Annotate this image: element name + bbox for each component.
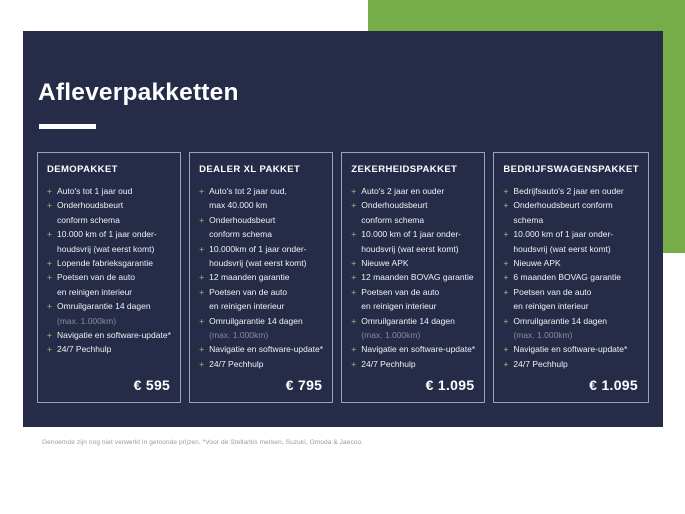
feature-line bbox=[199, 328, 323, 342]
plus-icon: + bbox=[351, 229, 357, 240]
package-features bbox=[47, 184, 171, 357]
feature-text: 12 maanden garantie bbox=[209, 272, 290, 283]
feature-text: conform schema bbox=[57, 214, 120, 225]
feature-line bbox=[503, 285, 639, 299]
plus-icon: + bbox=[503, 286, 509, 297]
feature-line bbox=[199, 299, 323, 313]
plus-icon: + bbox=[351, 315, 357, 326]
package-price: € 1.095 bbox=[425, 377, 475, 393]
feature-line bbox=[351, 328, 475, 342]
feature-text: conform schema bbox=[361, 214, 425, 225]
feature-line bbox=[351, 357, 475, 371]
feature-text: schema bbox=[513, 214, 544, 225]
plus-icon: + bbox=[47, 272, 52, 283]
plus-icon: + bbox=[47, 229, 52, 240]
packages-row bbox=[37, 152, 649, 403]
feature-text: Auto's 2 jaar en ouder bbox=[361, 186, 445, 196]
feature-text: 24/7 Pechhulp bbox=[361, 358, 416, 369]
feature-text: en reinigen interieur bbox=[57, 286, 133, 297]
plus-icon: + bbox=[199, 286, 205, 297]
feature-text: Omruilgarantie 14 dagen bbox=[513, 315, 607, 326]
feature-text: 6 maanden BOVAG garantie bbox=[513, 272, 621, 283]
feature-line bbox=[503, 357, 639, 371]
feature-line bbox=[199, 184, 323, 198]
feature-line bbox=[503, 270, 639, 284]
package-price: € 1.095 bbox=[589, 377, 638, 393]
plus-icon: + bbox=[47, 344, 52, 355]
feature-line bbox=[199, 213, 323, 227]
plus-icon: + bbox=[199, 186, 205, 196]
feature-line bbox=[503, 198, 639, 212]
feature-text: Auto's tot 2 jaar oud, bbox=[209, 186, 287, 196]
package-features bbox=[199, 184, 323, 371]
feature-text: Navigatie en software-update* bbox=[57, 330, 171, 341]
plus-icon: + bbox=[503, 229, 509, 240]
feature-line bbox=[503, 242, 639, 256]
feature-line bbox=[199, 242, 323, 256]
plus-icon: + bbox=[351, 258, 357, 269]
plus-icon: + bbox=[503, 200, 509, 211]
feature-line bbox=[47, 184, 171, 198]
plus-icon: + bbox=[503, 186, 509, 196]
feature-line bbox=[351, 227, 475, 241]
feature-line bbox=[503, 299, 639, 313]
plus-icon: + bbox=[503, 272, 509, 283]
package-name: ZEKERHEIDSPAKKET bbox=[351, 164, 458, 175]
feature-text: Nieuwe APK bbox=[361, 258, 409, 269]
plus-icon: + bbox=[351, 286, 357, 297]
feature-line bbox=[199, 198, 323, 212]
plus-icon: + bbox=[199, 344, 205, 355]
plus-icon: + bbox=[199, 214, 205, 225]
plus-icon: + bbox=[351, 272, 357, 283]
package-card bbox=[37, 152, 181, 403]
plus-icon: + bbox=[503, 315, 509, 326]
plus-icon: + bbox=[351, 200, 357, 211]
feature-text: Onderhoudsbeurt bbox=[361, 200, 428, 211]
feature-text: en reinigen interieur bbox=[361, 301, 437, 312]
feature-line bbox=[47, 256, 171, 270]
plus-icon: + bbox=[199, 358, 205, 369]
feature-text: 10.000 km of 1 jaar onder- bbox=[361, 229, 461, 240]
feature-line bbox=[199, 256, 323, 270]
feature-text: 12 maanden BOVAG garantie bbox=[361, 272, 474, 283]
feature-line bbox=[199, 357, 323, 371]
plus-icon: + bbox=[503, 344, 509, 355]
feature-text: Poetsen van de auto bbox=[361, 286, 440, 297]
feature-text: 24/7 Pechhulp bbox=[513, 358, 568, 369]
feature-line bbox=[351, 242, 475, 256]
feature-text: (max. 1.000km) bbox=[361, 330, 421, 341]
feature-line bbox=[351, 342, 475, 356]
feature-line bbox=[503, 314, 639, 328]
feature-line bbox=[351, 314, 475, 328]
feature-line bbox=[503, 342, 639, 356]
package-price: € 795 bbox=[285, 377, 323, 393]
feature-line bbox=[503, 256, 639, 270]
feature-text: Omruilgarantie 14 dagen bbox=[57, 301, 151, 312]
feature-text: Omruilgarantie 14 dagen bbox=[209, 315, 303, 326]
feature-text: en reinigen interieur bbox=[209, 301, 285, 312]
feature-text: houdsvrij (wat eerst komt) bbox=[361, 243, 459, 254]
feature-line bbox=[503, 213, 639, 227]
feature-text: Navigatie en software-update* bbox=[361, 344, 476, 355]
package-name: DEALER XL PAKKET bbox=[199, 164, 301, 175]
feature-line bbox=[503, 227, 639, 241]
feature-text: (max. 1.000km) bbox=[513, 330, 573, 341]
feature-line bbox=[47, 198, 171, 212]
feature-text: houdsvrij (wat eerst komt) bbox=[209, 258, 307, 269]
plus-icon: + bbox=[47, 200, 52, 211]
feature-text: Auto's tot 1 jaar oud bbox=[57, 186, 133, 196]
page-title: Afleverpakketten bbox=[38, 79, 239, 106]
feature-text: houdsvrij (wat eerst komt) bbox=[57, 243, 155, 254]
plus-icon: + bbox=[199, 315, 205, 326]
plus-icon: + bbox=[503, 258, 509, 269]
plus-icon: + bbox=[47, 186, 52, 196]
package-features bbox=[351, 184, 475, 371]
package-card bbox=[493, 152, 649, 403]
package-card bbox=[341, 152, 485, 403]
feature-line bbox=[199, 270, 323, 284]
plus-icon: + bbox=[47, 258, 52, 269]
feature-line bbox=[199, 227, 323, 241]
feature-text: Poetsen van de auto bbox=[209, 286, 288, 297]
feature-line bbox=[199, 285, 323, 299]
package-name: BEDRIJFSWAGENSPAKKET bbox=[503, 164, 639, 175]
plus-icon: + bbox=[199, 243, 205, 254]
footnote-text: Genoemde zijn nog niet verwerkt in getoonde prijzen. *Voor de Stellantis merken, Suzuki, Omoda & Jaecoo. bbox=[42, 439, 364, 446]
feature-text: en reinigen interieur bbox=[513, 301, 589, 312]
feature-line bbox=[47, 314, 171, 328]
feature-line bbox=[47, 270, 171, 284]
feature-text: Poetsen van de auto bbox=[513, 286, 592, 297]
feature-line bbox=[47, 342, 171, 356]
feature-text: Bedrijfsauto's 2 jaar en ouder bbox=[513, 186, 624, 196]
plus-icon: + bbox=[351, 186, 357, 196]
plus-icon: + bbox=[503, 358, 509, 369]
feature-line bbox=[47, 213, 171, 227]
feature-line bbox=[351, 184, 475, 198]
feature-text: Lopende fabrieksgarantie bbox=[57, 258, 153, 269]
feature-text: Nieuwe APK bbox=[513, 258, 561, 269]
feature-line bbox=[199, 342, 323, 356]
feature-text: Onderhoudsbeurt conform bbox=[513, 200, 613, 211]
feature-line bbox=[47, 299, 171, 313]
package-price: € 595 bbox=[133, 377, 171, 393]
package-name: DEMOPAKKET bbox=[47, 164, 118, 175]
feature-line bbox=[503, 328, 639, 342]
feature-line bbox=[47, 328, 171, 342]
plus-icon: + bbox=[47, 330, 52, 341]
feature-text: Onderhoudsbeurt bbox=[209, 214, 276, 225]
feature-line bbox=[47, 227, 171, 241]
title-underline bbox=[39, 124, 96, 129]
feature-text: max 40.000 km bbox=[209, 200, 268, 211]
plus-icon: + bbox=[351, 358, 357, 369]
feature-line bbox=[47, 285, 171, 299]
feature-text: Omruilgarantie 14 dagen bbox=[361, 315, 455, 326]
feature-text: Navigatie en software-update* bbox=[513, 344, 628, 355]
feature-text: 24/7 Pechhulp bbox=[57, 344, 112, 355]
plus-icon: + bbox=[47, 301, 52, 312]
feature-line bbox=[351, 270, 475, 284]
feature-line bbox=[351, 285, 475, 299]
feature-line bbox=[199, 314, 323, 328]
feature-text: Onderhoudsbeurt bbox=[57, 200, 124, 211]
feature-text: 10.000 km of 1 jaar onder- bbox=[513, 229, 614, 240]
feature-line bbox=[503, 184, 639, 198]
package-features bbox=[503, 184, 639, 371]
feature-text: 24/7 Pechhulp bbox=[209, 358, 264, 369]
feature-line bbox=[351, 213, 475, 227]
feature-text: houdsvrij (wat eerst komt) bbox=[513, 243, 611, 254]
feature-text: 10.000 km of 1 jaar onder- bbox=[57, 229, 157, 240]
feature-text: Navigatie en software-update* bbox=[209, 344, 324, 355]
feature-line bbox=[351, 256, 475, 270]
feature-line bbox=[351, 198, 475, 212]
feature-line bbox=[47, 242, 171, 256]
feature-text: Poetsen van de auto bbox=[57, 272, 135, 283]
feature-text: conform schema bbox=[209, 229, 272, 240]
plus-icon: + bbox=[351, 344, 357, 355]
feature-text: (max. 1.000km) bbox=[209, 330, 269, 341]
feature-text: (max. 1.000km) bbox=[57, 315, 117, 326]
feature-line bbox=[351, 299, 475, 313]
plus-icon: + bbox=[199, 272, 205, 283]
package-card bbox=[189, 152, 333, 403]
feature-text: 10.000km of 1 jaar onder- bbox=[209, 243, 307, 254]
